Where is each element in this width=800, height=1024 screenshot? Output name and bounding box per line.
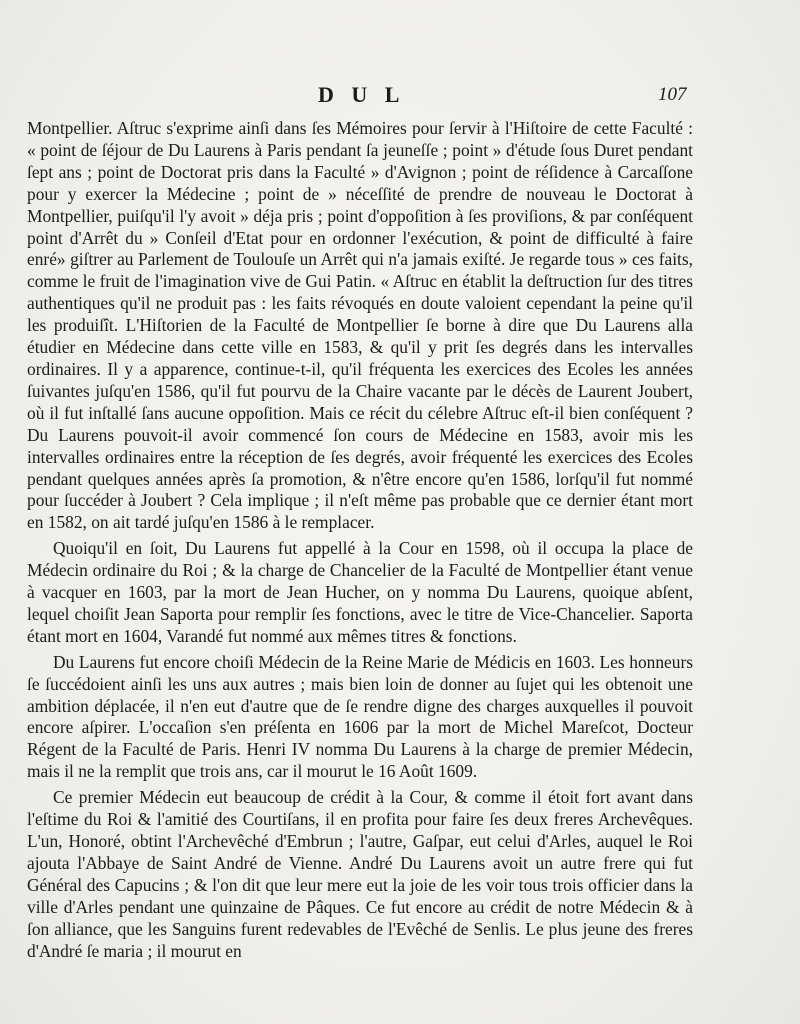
page-header bbox=[0, 82, 800, 110]
paragraph-4: Ce premier Médecin eut beaucoup de crédit à la Cour, & comme il étoit fort avant dans l'eſtime du Roi & l'amitié des Courtiſans, il en profita pour faire ſes deux freres Archevêques. L'un, Honoré, obtint l'Archevêché d'Embrun ; l'autre, Gaſpar, eut celui d'Arles, auquel le Roi ajouta l'Abbaye de Saint André de Vienne. André Du Laurens avoit un autre frere qui fut Général des Capucins ; & l'on dit que leur mere eut la joie de les voir tous trois officier dans la ville d'Arles pendant une quinzaine de Pâques. Ce fut encore au crédit de notre Médecin & à ſon alliance, que les Sanguins furent redevables de l'Evêché de Senlis. Le plus jeune des freres d'André ſe maria ; il mourut en bbox=[27, 787, 693, 961]
body-text bbox=[27, 118, 693, 962]
paragraph-3: Du Laurens fut encore choiſi Médecin de la Reine Marie de Médicis en 1603. Les honneurs ſe ſuccédoient ainſi les uns aux autres ; mais bien loin de donner au ſujet qui les obtenoit une ambition déplacée, il n'en eut d'autre que de ſe rendre digne des charges auxquelles il pouvoit encore aſpirer. L'occaſion s'en préſenta en 1606 par la mort de Michel Mareſcot, Docteur Régent de la Faculté de Paris. Henri IV nomma Du Laurens à la charge de premier Médecin, mais il ne la remplit que trois ans, car il mourut le 16 Août 1609. bbox=[27, 651, 693, 782]
page-number: 107 bbox=[658, 84, 687, 105]
paragraph-2: Quoiqu'il en ſoit, Du Laurens fut appellé à la Cour en 1598, où il occupa la place de Médecin ordinaire du Roi ; & la charge de Chancelier de la Faculté de Montpellier étant venue à vacquer en 1603, par la mort de Jean Hucher, on y nomma Du Laurens, quoique abſent, lequel choiſit Jean Saporta pour remplir ſes fonctions, avec le titre de Vice-Chancelier. Saporta étant mort en 1604, Varandé fut nommé aux mêmes titres & fonctions. bbox=[27, 538, 693, 646]
paragraph-1: Montpellier. Aſtruc s'exprime ainſi dans ſes Mémoires pour ſervir à l'Hiſtoire de cette Faculté : « point de ſéjour de Du Laurens à Paris pendant ſa jeuneſſe ; point » d'étude ſous Duret pendant ſept ans ; point de Doctorat pris dans la Faculté » d'Avignon ; point de réſidence à Carcaſſone pour y exercer la Médecine ; point de » néceſſité de prendre de nouveau le Doctorat à Montpellier, puiſqu'il l'y avoit » déja pris ; point d'oppoſition à ſes proviſions, & par conſéquent point d'Arrêt du » Conſeil d'Etat pour en ordonner l'exécution, & point de difficulté à faire enré» giſtrer au Parlement de Toulouſe un Arrêt qui n'a jamais exiſté. Je regarde tous » ces faits, comme le fruit de l'imagination vive de Gui Patin. « Aſtruc en établit la deſtruction ſur des titres authentiques qu'il ne produit pas : les faits révoqués en doute valoient cependant la peine qu'il les produiſît. L'Hiſtorien de la Faculté de Montpellier ſe borne à dire que Du Laurens alla étudier en Médecine dans cette ville en 1583, & qu'il y prit ſes degrés dans les intervalles ordinaires. Il y a apparence, continue-t-il, qu'il fréquenta les exercices des Ecoles les années ſuivantes juſqu'en 1586, qu'il fut pourvu de la Chaire vacante par le décès de Laurent Joubert, où il fut inſtallé ſans aucune oppoſition. Mais ce récit du célebre Aſtruc eſt-il bien conſéquent ? Du Laurens pouvoit-il avoir commencé ſon cours de Médecine en 1583, avoir mis les intervalles ordinaires entre la réception de ſes degrés, avoir fréquenté les exercices des Ecoles pendant quelques années après ſa promotion, & n'être encore qu'en 1586, lorſqu'il fut nommé pour ſuccéder à Joubert ? Cela implique ; il n'eſt même pas probable que ce dernier étant mort en 1582, on ait tardé juſqu'en 1586 à le remplacer. bbox=[27, 118, 693, 533]
running-head: D U L bbox=[318, 82, 406, 107]
